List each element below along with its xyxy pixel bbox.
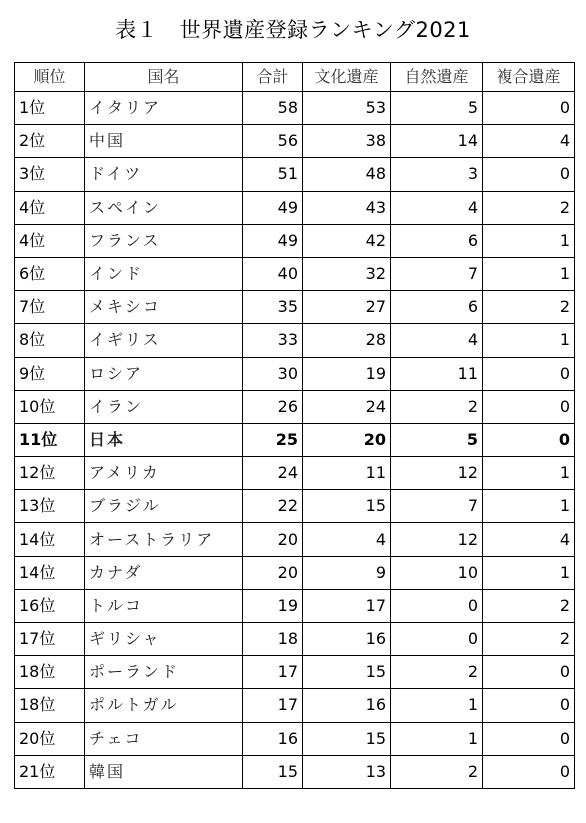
total-cell: 15 (243, 755, 303, 788)
cultural-cell: 24 (303, 390, 391, 423)
rank-cell: 18位 (15, 656, 85, 689)
rank-cell: 10位 (15, 390, 85, 423)
total-cell: 18 (243, 623, 303, 656)
natural-cell: 12 (391, 523, 483, 556)
table-row (15, 623, 575, 656)
rank-cell: 17位 (15, 623, 85, 656)
cultural-cell: 17 (303, 589, 391, 622)
country-cell: フランス (85, 224, 243, 257)
country-cell: 中国 (85, 125, 243, 158)
mixed-cell: 0 (483, 689, 575, 722)
cultural-cell: 53 (303, 92, 391, 125)
table-row (15, 755, 575, 788)
table-row (15, 589, 575, 622)
table-row (15, 689, 575, 722)
mixed-cell: 0 (483, 656, 575, 689)
total-cell: 20 (243, 556, 303, 589)
rank-cell: 3位 (15, 158, 85, 191)
page-title: 表１ 世界遺産登録ランキング2021 (115, 18, 471, 42)
total-cell: 16 (243, 722, 303, 755)
mixed-cell: 0 (483, 357, 575, 390)
cultural-cell: 38 (303, 125, 391, 158)
cultural-cell: 43 (303, 191, 391, 224)
cultural-cell: 9 (303, 556, 391, 589)
natural-cell: 7 (391, 257, 483, 290)
rank-cell: 6位 (15, 257, 85, 290)
header-cultural: 文化遺産 (303, 63, 391, 92)
natural-cell: 1 (391, 689, 483, 722)
table-row (15, 523, 575, 556)
mixed-cell: 1 (483, 490, 575, 523)
rank-cell: 12位 (15, 457, 85, 490)
country-cell: イギリス (85, 324, 243, 357)
country-cell: 日本 (85, 423, 243, 456)
cultural-cell: 4 (303, 523, 391, 556)
mixed-cell: 1 (483, 556, 575, 589)
country-cell: イラン (85, 390, 243, 423)
country-cell: カナダ (85, 556, 243, 589)
natural-cell: 0 (391, 589, 483, 622)
country-cell: ロシア (85, 357, 243, 390)
total-cell: 49 (243, 224, 303, 257)
total-cell: 20 (243, 523, 303, 556)
cultural-cell: 11 (303, 457, 391, 490)
total-cell: 30 (243, 357, 303, 390)
table-row (15, 224, 575, 257)
cultural-cell: 19 (303, 357, 391, 390)
cultural-cell: 48 (303, 158, 391, 191)
natural-cell: 1 (391, 722, 483, 755)
country-cell: 韓国 (85, 755, 243, 788)
total-cell: 17 (243, 656, 303, 689)
table-row (15, 92, 575, 125)
rank-cell: 21位 (15, 755, 85, 788)
natural-cell: 12 (391, 457, 483, 490)
mixed-cell: 0 (483, 755, 575, 788)
cultural-cell: 20 (303, 423, 391, 456)
natural-cell: 2 (391, 755, 483, 788)
natural-cell: 3 (391, 158, 483, 191)
natural-cell: 2 (391, 390, 483, 423)
header-mixed: 複合遺産 (483, 63, 575, 92)
ranking-table (14, 62, 575, 789)
total-cell: 22 (243, 490, 303, 523)
rank-cell: 13位 (15, 490, 85, 523)
country-cell: ポーランド (85, 656, 243, 689)
mixed-cell: 4 (483, 125, 575, 158)
natural-cell: 5 (391, 92, 483, 125)
cultural-cell: 28 (303, 324, 391, 357)
mixed-cell: 1 (483, 257, 575, 290)
table-row (15, 291, 575, 324)
table-row (15, 191, 575, 224)
country-cell: ドイツ (85, 158, 243, 191)
mixed-cell: 1 (483, 457, 575, 490)
mixed-cell: 0 (483, 423, 575, 456)
rank-cell: 1位 (15, 92, 85, 125)
table-row (15, 490, 575, 523)
total-cell: 33 (243, 324, 303, 357)
table-row (15, 556, 575, 589)
table-row (15, 158, 575, 191)
rank-cell: 11位 (15, 423, 85, 456)
mixed-cell: 2 (483, 589, 575, 622)
mixed-cell: 0 (483, 722, 575, 755)
table-row (15, 722, 575, 755)
natural-cell: 2 (391, 656, 483, 689)
total-cell: 17 (243, 689, 303, 722)
table-row (15, 125, 575, 158)
country-cell: オーストラリア (85, 523, 243, 556)
rank-cell: 14位 (15, 556, 85, 589)
total-cell: 49 (243, 191, 303, 224)
table-row (15, 390, 575, 423)
country-cell: ギリシャ (85, 623, 243, 656)
rank-cell: 4位 (15, 191, 85, 224)
header-rank: 順位 (15, 63, 85, 92)
total-cell: 56 (243, 125, 303, 158)
rank-cell: 4位 (15, 224, 85, 257)
total-cell: 19 (243, 589, 303, 622)
country-cell: チェコ (85, 722, 243, 755)
mixed-cell: 2 (483, 291, 575, 324)
natural-cell: 4 (391, 324, 483, 357)
country-cell: アメリカ (85, 457, 243, 490)
natural-cell: 7 (391, 490, 483, 523)
mixed-cell: 0 (483, 390, 575, 423)
natural-cell: 5 (391, 423, 483, 456)
natural-cell: 6 (391, 224, 483, 257)
cultural-cell: 15 (303, 490, 391, 523)
total-cell: 26 (243, 390, 303, 423)
total-cell: 24 (243, 457, 303, 490)
cultural-cell: 16 (303, 623, 391, 656)
mixed-cell: 1 (483, 224, 575, 257)
mixed-cell: 0 (483, 158, 575, 191)
table-row (15, 257, 575, 290)
cultural-cell: 42 (303, 224, 391, 257)
rank-cell: 20位 (15, 722, 85, 755)
table-row (15, 423, 575, 456)
header-country: 国名 (85, 63, 243, 92)
rank-cell: 16位 (15, 589, 85, 622)
total-cell: 51 (243, 158, 303, 191)
mixed-cell: 2 (483, 623, 575, 656)
mixed-cell: 1 (483, 324, 575, 357)
cultural-cell: 27 (303, 291, 391, 324)
cultural-cell: 15 (303, 656, 391, 689)
natural-cell: 10 (391, 556, 483, 589)
table-body (15, 92, 575, 789)
table-row (15, 656, 575, 689)
natural-cell: 4 (391, 191, 483, 224)
cultural-cell: 16 (303, 689, 391, 722)
rank-cell: 7位 (15, 291, 85, 324)
country-cell: インド (85, 257, 243, 290)
table-row (15, 324, 575, 357)
natural-cell: 0 (391, 623, 483, 656)
country-cell: トルコ (85, 589, 243, 622)
rank-cell: 18位 (15, 689, 85, 722)
total-cell: 40 (243, 257, 303, 290)
header-total: 合計 (243, 63, 303, 92)
table-row (15, 457, 575, 490)
rank-cell: 9位 (15, 357, 85, 390)
natural-cell: 6 (391, 291, 483, 324)
country-cell: ポルトガル (85, 689, 243, 722)
header-natural: 自然遺産 (391, 63, 483, 92)
total-cell: 35 (243, 291, 303, 324)
cultural-cell: 13 (303, 755, 391, 788)
country-cell: スペイン (85, 191, 243, 224)
rank-cell: 2位 (15, 125, 85, 158)
country-cell: イタリア (85, 92, 243, 125)
natural-cell: 11 (391, 357, 483, 390)
mixed-cell: 2 (483, 191, 575, 224)
cultural-cell: 15 (303, 722, 391, 755)
table-header-row (15, 63, 575, 92)
country-cell: メキシコ (85, 291, 243, 324)
rank-cell: 14位 (15, 523, 85, 556)
rank-cell: 8位 (15, 324, 85, 357)
cultural-cell: 32 (303, 257, 391, 290)
total-cell: 58 (243, 92, 303, 125)
mixed-cell: 0 (483, 92, 575, 125)
table-row (15, 357, 575, 390)
mixed-cell: 4 (483, 523, 575, 556)
country-cell: ブラジル (85, 490, 243, 523)
total-cell: 25 (243, 423, 303, 456)
natural-cell: 14 (391, 125, 483, 158)
